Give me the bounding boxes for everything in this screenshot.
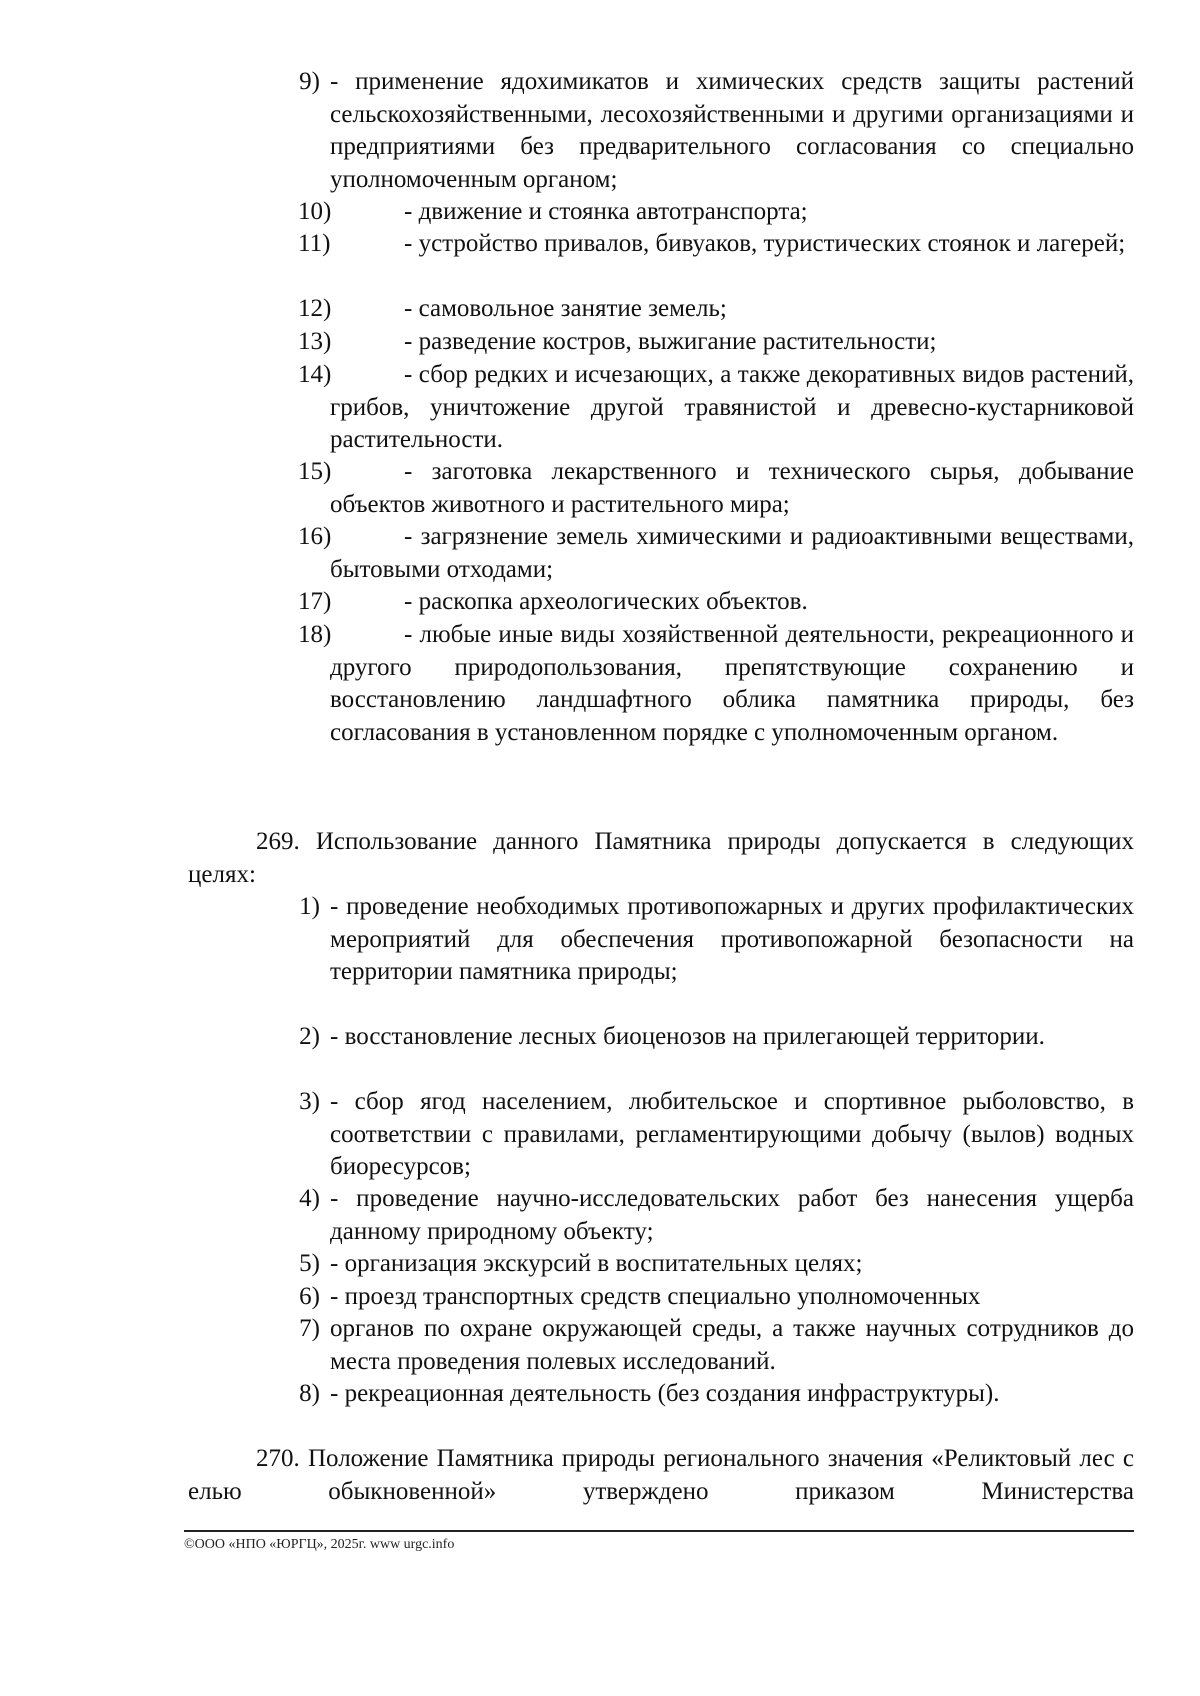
list-item-text: органов по охране окружающей среды, а также научных сотрудников до места проведения полевых исследований. xyxy=(330,1315,1134,1375)
list-item-number: 1) xyxy=(299,893,320,920)
list-item-text: - загрязнение земель химическими и радиоактивными веществами, бытовыми отходами; xyxy=(330,523,1134,583)
list-item-number: 3) xyxy=(299,1088,320,1115)
list-item-text: - восстановление лесных биоценозов на прилегающей территории. xyxy=(330,1023,1045,1050)
list-item-text: - разведение костров, выжигание растительности; xyxy=(404,328,937,355)
list-item-text: - проведение необходимых противопожарных и других профилактических мероприятий для обеспечения противопожарной безопасности на территории памятника природы; xyxy=(330,893,1134,985)
footer-copyright: ©ООО «НПО «ЮРГЦ», 2025г. www urgc.info xyxy=(184,1537,455,1552)
list-item-number: 15) xyxy=(298,458,332,485)
list-item-text: - проезд транспортных средств специально уполномоченных xyxy=(330,1283,981,1310)
list-item-number: 17) xyxy=(298,588,332,615)
list-item-number: 8) xyxy=(299,1380,320,1407)
list-item-number: 6) xyxy=(299,1283,320,1310)
list-item-number: 16) xyxy=(298,523,332,550)
list-item-text: - устройство привалов, бивуаков, туристических стоянок и лагерей; xyxy=(404,230,1126,257)
list-item-text: - раскопка археологических объектов. xyxy=(404,588,808,615)
list-item-text: - сбор редких и исчезающих, а также декоративных видов растений, грибов, уничтожение другой травянистой и древесно-кустарниковой растительности. xyxy=(330,361,1134,453)
list-item-number: 4) xyxy=(299,1185,320,1212)
list-item-number: 13) xyxy=(298,328,332,355)
list-item-number: 12) xyxy=(298,295,332,322)
list-item-number: 5) xyxy=(299,1250,320,1277)
list-item-number: 14) xyxy=(298,361,332,388)
list-item-text: - сбор ягод населением, любительское и спортивное рыболовство, в соответствии с правилами, регламентирующими добычу (вылов) водных биоресурсов; xyxy=(330,1088,1134,1180)
paragraph-270: 270. Положение Памятника природы регионального значения «Реликтовый лес с елью обыкновенной» утверждено приказом Министерства xyxy=(188,1445,1134,1505)
list-item-text: - любые иные виды хозяйственной деятельности, рекреационного и другого природопользования, препятствующие сохранению и восстановлению ландшафтного облика памятника природы, без согласования в установленном порядке с уполномоченным органом. xyxy=(330,621,1134,746)
list-item-text: - проведение научно-исследовательских работ без нанесения ущерба данному природному объекту; xyxy=(330,1185,1134,1245)
list-item-text: - движение и стоянка автотранспорта; xyxy=(404,198,808,225)
list-item-number: 18) xyxy=(298,621,332,648)
list-item-text: - самовольное занятие земель; xyxy=(404,295,727,322)
list-item-text: - применение ядохимикатов и химических средств защиты растений сельскохозяйственными, лесохозяйственными и другими организациями и предприятиями без предварительного согласования со специально уполномоченным органом; xyxy=(330,68,1134,193)
list-item-text: - рекреационная деятельность (без создания инфраструктуры). xyxy=(330,1380,1000,1407)
list-item-number: 9) xyxy=(299,68,320,95)
list-item-text: - заготовка лекарственного и технического сырья, добывание объектов животного и растительного мира; xyxy=(330,458,1134,518)
list-item-text: - организация экскурсий в воспитательных целях; xyxy=(330,1250,863,1277)
list-item-number: 10) xyxy=(298,198,332,225)
footer-divider xyxy=(184,1530,1134,1532)
list-item-number: 11) xyxy=(298,230,331,257)
list-item-number: 7) xyxy=(299,1315,320,1342)
paragraph-269: 269. Использование данного Памятника природы допускается в следующих целях: xyxy=(188,828,1134,888)
list-item-number: 2) xyxy=(299,1023,320,1050)
